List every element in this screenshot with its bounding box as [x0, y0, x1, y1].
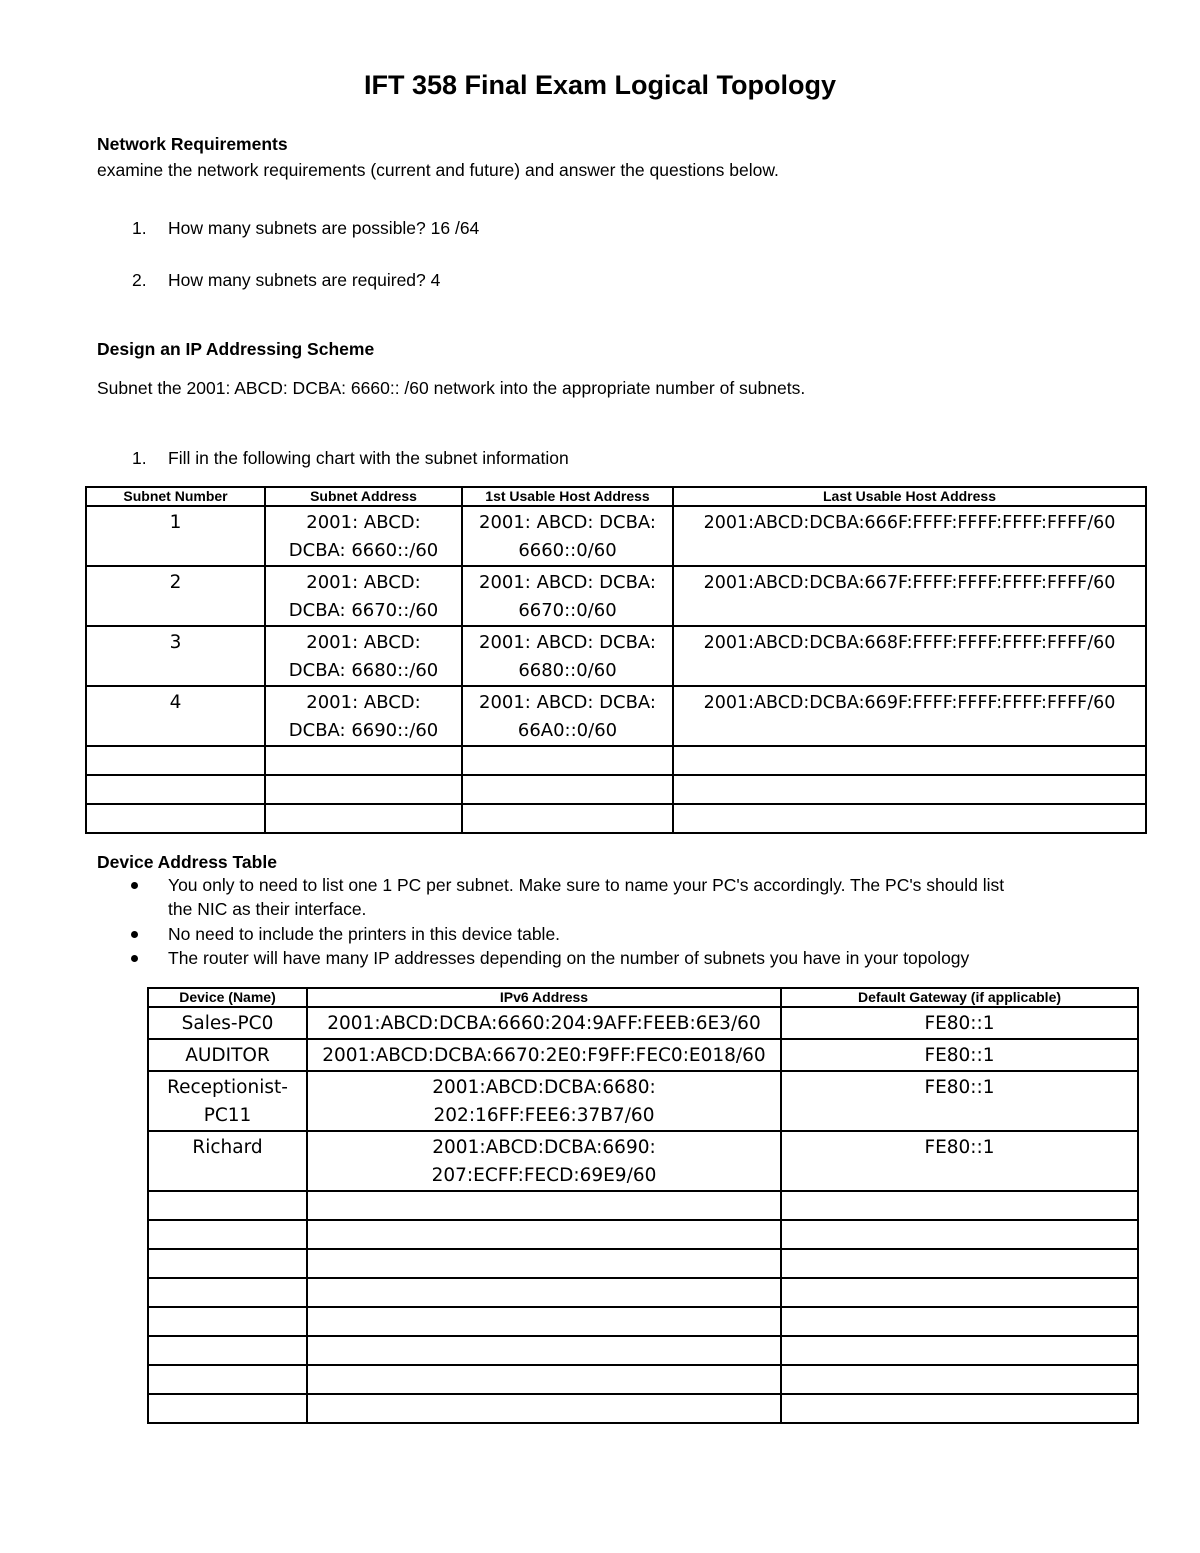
step-number: 1. — [132, 448, 147, 468]
first-usable-host — [462, 686, 673, 746]
table-header-row — [148, 988, 1138, 1007]
empty-cell — [307, 1278, 781, 1307]
empty-cell — [148, 1394, 307, 1423]
table-row-empty — [148, 1394, 1138, 1423]
column-header: Device (Name) — [148, 988, 307, 1007]
subnet-address — [265, 506, 462, 566]
ipv6-address-line: 2001:ABCD:DCBA:6690: — [432, 1137, 656, 1158]
subnet-number: 1 — [86, 506, 265, 566]
bullet-icon — [131, 882, 138, 889]
ipv6-address-line: 202:16FF:FEE6:37B7/60 — [433, 1105, 655, 1126]
empty-cell — [781, 1394, 1138, 1423]
table-row-empty — [148, 1191, 1138, 1220]
default-gateway: FE80::1 — [781, 1007, 1138, 1039]
device-name-line: PC11 — [203, 1105, 252, 1126]
table-row — [86, 506, 1146, 566]
empty-cell — [307, 1307, 781, 1336]
device-table-heading: Device Address Table — [97, 852, 277, 872]
subnet-number: 4 — [86, 686, 265, 746]
bullet-icon — [131, 955, 138, 962]
default-gateway: FE80::1 — [781, 1131, 1138, 1191]
device-address-table — [147, 987, 1139, 1424]
table-row — [148, 1071, 1138, 1131]
network-requirements-heading: Network Requirements — [97, 134, 288, 154]
subnet-address-line: 2001: ABCD: — [306, 632, 421, 653]
first-host-line: 2001: ABCD: DCBA: — [479, 572, 656, 593]
empty-cell — [673, 775, 1146, 804]
subnet-address-line: DCBA: 6690::/60 — [288, 720, 439, 741]
empty-cell — [462, 746, 673, 775]
empty-cell — [673, 746, 1146, 775]
column-header: Subnet Address — [265, 487, 462, 506]
subnet-address-line: 2001: ABCD: — [306, 692, 421, 713]
table-row-empty — [148, 1336, 1138, 1365]
table-row-empty — [148, 1220, 1138, 1249]
subnet-address — [265, 686, 462, 746]
last-usable-host: 2001:ABCD:DCBA:666F:FFFF:FFFF:FFFF:FFFF/60 — [673, 506, 1146, 566]
first-usable-host — [462, 506, 673, 566]
table-row — [86, 566, 1146, 626]
subnet-number: 3 — [86, 626, 265, 686]
empty-cell — [781, 1365, 1138, 1394]
column-header: 1st Usable Host Address — [462, 487, 673, 506]
empty-cell — [781, 1336, 1138, 1365]
empty-cell — [781, 1307, 1138, 1336]
default-gateway: FE80::1 — [781, 1039, 1138, 1071]
empty-cell — [148, 1191, 307, 1220]
first-host-line: 6680::0/60 — [518, 660, 617, 681]
design-instruction: Subnet the 2001: ABCD: DCBA: 6660:: /60 network into the appropriate number of subnets. — [97, 378, 806, 398]
subnet-table — [85, 486, 1147, 834]
empty-cell — [673, 804, 1146, 833]
step-text: Fill in the following chart with the subnet information — [168, 448, 569, 468]
empty-cell — [265, 775, 462, 804]
empty-cell — [148, 1249, 307, 1278]
table-row-empty — [148, 1307, 1138, 1336]
column-header: Subnet Number — [86, 487, 265, 506]
ipv6-address: 2001:ABCD:DCBA:6660:204:9AFF:FEEB:6E3/60 — [307, 1007, 781, 1039]
ipv6-address-line: 2001:ABCD:DCBA:6680: — [432, 1077, 656, 1098]
first-host-line: 2001: ABCD: DCBA: — [479, 692, 656, 713]
empty-cell — [781, 1191, 1138, 1220]
empty-cell — [86, 775, 265, 804]
first-host-line: 6670::0/60 — [518, 600, 617, 621]
first-host-line: 6660::0/60 — [518, 540, 617, 561]
table-row — [148, 1007, 1138, 1039]
last-usable-host: 2001:ABCD:DCBA:668F:FFFF:FFFF:FFFF:FFFF/60 — [673, 626, 1146, 686]
bullet-text-continued: the NIC as their interface. — [168, 899, 367, 919]
empty-cell — [86, 804, 265, 833]
subnet-address-line: DCBA: 6660::/60 — [288, 540, 439, 561]
subnet-address-line: 2001: ABCD: — [306, 572, 421, 593]
table-row-empty — [86, 775, 1146, 804]
table-row — [148, 1039, 1138, 1071]
bullet-text: No need to include the printers in this device table. — [168, 924, 561, 944]
first-usable-host — [462, 626, 673, 686]
subnet-number: 2 — [86, 566, 265, 626]
first-host-line: 66A0::0/60 — [517, 720, 618, 741]
empty-cell — [307, 1365, 781, 1394]
subnet-address-line: DCBA: 6680::/60 — [288, 660, 439, 681]
device-name-line: Receptionist- — [167, 1077, 288, 1098]
table-row — [86, 686, 1146, 746]
column-header: Last Usable Host Address — [673, 487, 1146, 506]
empty-cell — [86, 746, 265, 775]
first-host-line: 2001: ABCD: DCBA: — [479, 632, 656, 653]
empty-cell — [462, 804, 673, 833]
ipv6-address — [307, 1131, 781, 1191]
page-title: IFT 358 Final Exam Logical Topology — [363, 70, 837, 100]
first-usable-host — [462, 566, 673, 626]
bullet-icon — [131, 931, 138, 938]
subnet-address-line: 2001: ABCD: — [306, 512, 421, 533]
empty-cell — [307, 1220, 781, 1249]
table-row — [86, 626, 1146, 686]
default-gateway: FE80::1 — [781, 1071, 1138, 1131]
empty-cell — [148, 1220, 307, 1249]
empty-cell — [781, 1220, 1138, 1249]
subnet-address — [265, 626, 462, 686]
device-name: Richard — [148, 1131, 307, 1191]
column-header: Default Gateway (if applicable) — [781, 988, 1138, 1007]
bullet-text: The router will have many IP addresses depending on the number of subnets you have in your topology — [168, 948, 970, 968]
column-header: IPv6 Address — [307, 988, 781, 1007]
table-row-empty — [148, 1365, 1138, 1394]
empty-cell — [265, 804, 462, 833]
table-row-empty — [148, 1278, 1138, 1307]
empty-cell — [462, 775, 673, 804]
ipv6-address-line: 207:ECFF:FECD:69E9/60 — [431, 1165, 657, 1186]
design-heading: Design an IP Addressing Scheme — [97, 339, 375, 359]
last-usable-host: 2001:ABCD:DCBA:667F:FFFF:FFFF:FFFF:FFFF/60 — [673, 566, 1146, 626]
empty-cell — [781, 1278, 1138, 1307]
question-text: How many subnets are possible? 16 /64 — [168, 218, 480, 238]
empty-cell — [307, 1394, 781, 1423]
empty-cell — [307, 1191, 781, 1220]
network-requirements-intro: examine the network requirements (current and future) and answer the questions below. — [97, 160, 779, 180]
empty-cell — [148, 1307, 307, 1336]
empty-cell — [148, 1278, 307, 1307]
question-number: 1. — [132, 218, 147, 238]
empty-cell — [307, 1336, 781, 1365]
table-row-empty — [86, 746, 1146, 775]
device-name: Sales-PC0 — [148, 1007, 307, 1039]
empty-cell — [781, 1249, 1138, 1278]
empty-cell — [148, 1336, 307, 1365]
device-name — [148, 1071, 307, 1131]
empty-cell — [307, 1249, 781, 1278]
table-row — [148, 1131, 1138, 1191]
table-header-row — [86, 487, 1146, 506]
last-usable-host: 2001:ABCD:DCBA:669F:FFFF:FFFF:FFFF:FFFF/60 — [673, 686, 1146, 746]
bullet-text: You only to need to list one 1 PC per subnet. Make sure to name your PC's accordingly. The PC's should list — [168, 875, 1005, 895]
empty-cell — [265, 746, 462, 775]
first-host-line: 2001: ABCD: DCBA: — [479, 512, 656, 533]
question-number: 2. — [132, 270, 147, 290]
device-name: AUDITOR — [148, 1039, 307, 1071]
empty-cell — [148, 1365, 307, 1394]
table-row-empty — [148, 1249, 1138, 1278]
subnet-address-line: DCBA: 6670::/60 — [288, 600, 439, 621]
subnet-address — [265, 566, 462, 626]
table-row-empty — [86, 804, 1146, 833]
question-text: How many subnets are required? 4 — [168, 270, 441, 290]
ipv6-address — [307, 1071, 781, 1131]
ipv6-address: 2001:ABCD:DCBA:6670:2E0:F9FF:FEC0:E018/60 — [307, 1039, 781, 1071]
